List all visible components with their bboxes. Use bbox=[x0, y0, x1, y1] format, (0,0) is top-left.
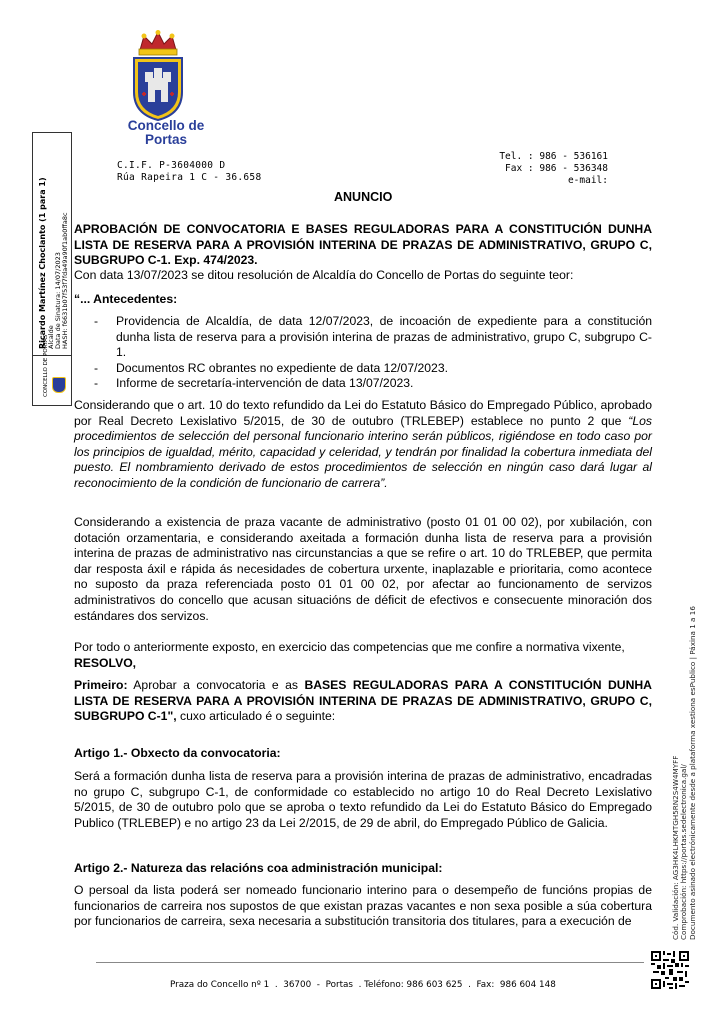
footer-divider bbox=[96, 962, 644, 963]
article-1-heading: Artigo 1.- Obxecto da convocatoria: bbox=[74, 746, 281, 760]
antecedentes-heading: “... Antecedentes: bbox=[74, 292, 178, 306]
signature-details: Alcalde Data de Sinatura: 14/07/2023 HASH: f6631b07f53f7fda49a90f1ab0ffa8c bbox=[47, 212, 69, 349]
signature-box bbox=[32, 132, 72, 406]
list-item: - Providencia de Alcaldía, de data 12/07/2023, de incoación de expediente para a constitución dunha lista de reserva para a provisión interina de prazas de administrativo, grupo C, subgrupo C-1. bbox=[92, 314, 652, 361]
header-right-contact bbox=[498, 151, 608, 187]
intro-paragraph: Con data 13/07/2023 se ditou resolución de Alcaldía do Concello de Portas do seguinte teor: bbox=[74, 268, 574, 282]
signature-name: Ricardo Martínez Choclanto (1 para 1) bbox=[38, 177, 47, 349]
article-2-text: O persoal da lista poderá ser nomeado funcionario interino para o desempeño de funcións propias de funcionarios de carreira nos supostos de que existan prazas vacantes e non sexa posible a súa cobertura por funcionarios de carreira, sexa necesaria a substitución transitoria dos titulares, para a execución de bbox=[74, 883, 652, 929]
subject-heading: APROBACIÓN DE CONVOCATORIA E BASES REGULADORAS PARA A CONSTITUCIÓN DUNHA LISTA DE RESERVA PARA A PROVISIÓN INTERINA DE PRAZAS DE ADMINISTRATIVO, GRUPO C, SUBGRUPO C-1. Exp. 474/2023. bbox=[74, 222, 652, 268]
paragraph-considerando-2: Considerando a existencia de praza vacante de administrativo (posto 01 01 00 02), por xubilación, con dotación orzamentaria, e considerando axeitada a formación dunha lista de reserva para a provisión interina de prazas de administrativo nas circunstancias a que se refire o art. 10 do TRLEBEP, que permita dar resposta áxil e rápida ás necesidades de cobertura urxente, inaplazable e prioritaria, como acontece no suposto da praza referenciada posto 01 01 00 02, por afectar ao funcionamento de servizos administrativos do concello que acusan situacións de déficit de efectivos e consecuente minoración dos estándares dos servizos. bbox=[74, 515, 652, 623]
tel-text: Tel. : 986 - 536161 bbox=[499, 151, 608, 162]
seal-mini-icon bbox=[52, 377, 66, 393]
validation-text: Cód. Validación: AG3HK4LHKMTGH5RN2S4W4MYFF Comprobación: https://portas.sedelectronica.gal/ Documento asinado electrónicamente desde a plataforma xestiona esPublico | Páxina 1 a 16 bbox=[671, 606, 697, 940]
org-name: Concello de Portas bbox=[127, 118, 205, 147]
article-1-text: Será a formación dunha lista de reserva para a provisión interina de prazas de administrativo, encadradas no grupo C, subgrupo C-1, de conformidade co establecido no artigo 10 do Real Decreto Lexislativo 5/2015, de 30 de outubro polo que se aproba o texto refundido da Lei do Estatuto Básico do Empregado Publico (TRLEBEP) e no artigo 23 da Lei 2/2015, de 29 de abril, do Empregado Público de Galicia. bbox=[74, 769, 652, 830]
article-2-heading: Artigo 2.- Natureza das relacións coa administración municipal: bbox=[74, 861, 443, 875]
paragraph-considerando-1: Considerando que o art. 10 do texto refundido da Lei do Estatuto Básico do Empregado Público, aprobado por Real Decreto Lexislativo 5/2015, de 30 de outubro (TRLEBEP) establece no punto 2 que “Los procedimientos de selección del personal funcionario interino serán públicos, rigiéndose en todo caso por los principios de igualdad, mérito, capacidad y celeridad, y tendrán por finalidad la cobertura inmediata del puesto. El nombramiento derivado de estos procedimientos de selección en ningún caso dará lugar al reconocimiento de la condición de funcionario de carrera”. bbox=[74, 398, 652, 490]
email-text: e-mail: bbox=[567, 175, 608, 186]
fax-text: Fax : 986 - 536348 bbox=[505, 163, 608, 174]
antecedentes-list bbox=[92, 314, 652, 392]
municipal-crest-logo bbox=[128, 30, 188, 122]
address-text: Rúa Rapeira 1 C - 36.658 bbox=[117, 172, 262, 183]
header-left-contact bbox=[117, 160, 261, 184]
signature-seal-text: CONCELLO DE PORTAS bbox=[43, 334, 49, 397]
qr-code-icon[interactable] bbox=[651, 951, 689, 989]
paragraph-primeiro: Primeiro: Aprobar a convocatoria e as BASES REGULADORAS PARA A CONSTITUCIÓN DUNHA LISTA DE RESERVA PARA A PROVISIÓN INTERINA DE PRAZAS DE ADMINISTRATIVO, GRUPO C, SUBGRUPO C-1", cuxo articulado é o seguinte: bbox=[74, 678, 652, 724]
document-title: ANUNCIO bbox=[334, 190, 393, 204]
footer-contact: Praza do Concello nº 1 . 36700 - Portas . Teléfono: 986 603 625 . Fax: 986 604 148 bbox=[170, 980, 556, 990]
list-item: - Informe de secretaría-intervención de data 13/07/2023. bbox=[92, 376, 652, 392]
paragraph-exposto: Por todo o anteriormente exposto, en exercicio das competencias que me confire a normativa vixente, RESOLVO, bbox=[74, 640, 625, 670]
list-item: - Documentos RC obrantes no expediente de data 12/07/2023. bbox=[92, 361, 652, 377]
signature-seal-divider bbox=[33, 355, 71, 356]
cif-text: C.I.F. P-3604000 D bbox=[117, 160, 226, 171]
